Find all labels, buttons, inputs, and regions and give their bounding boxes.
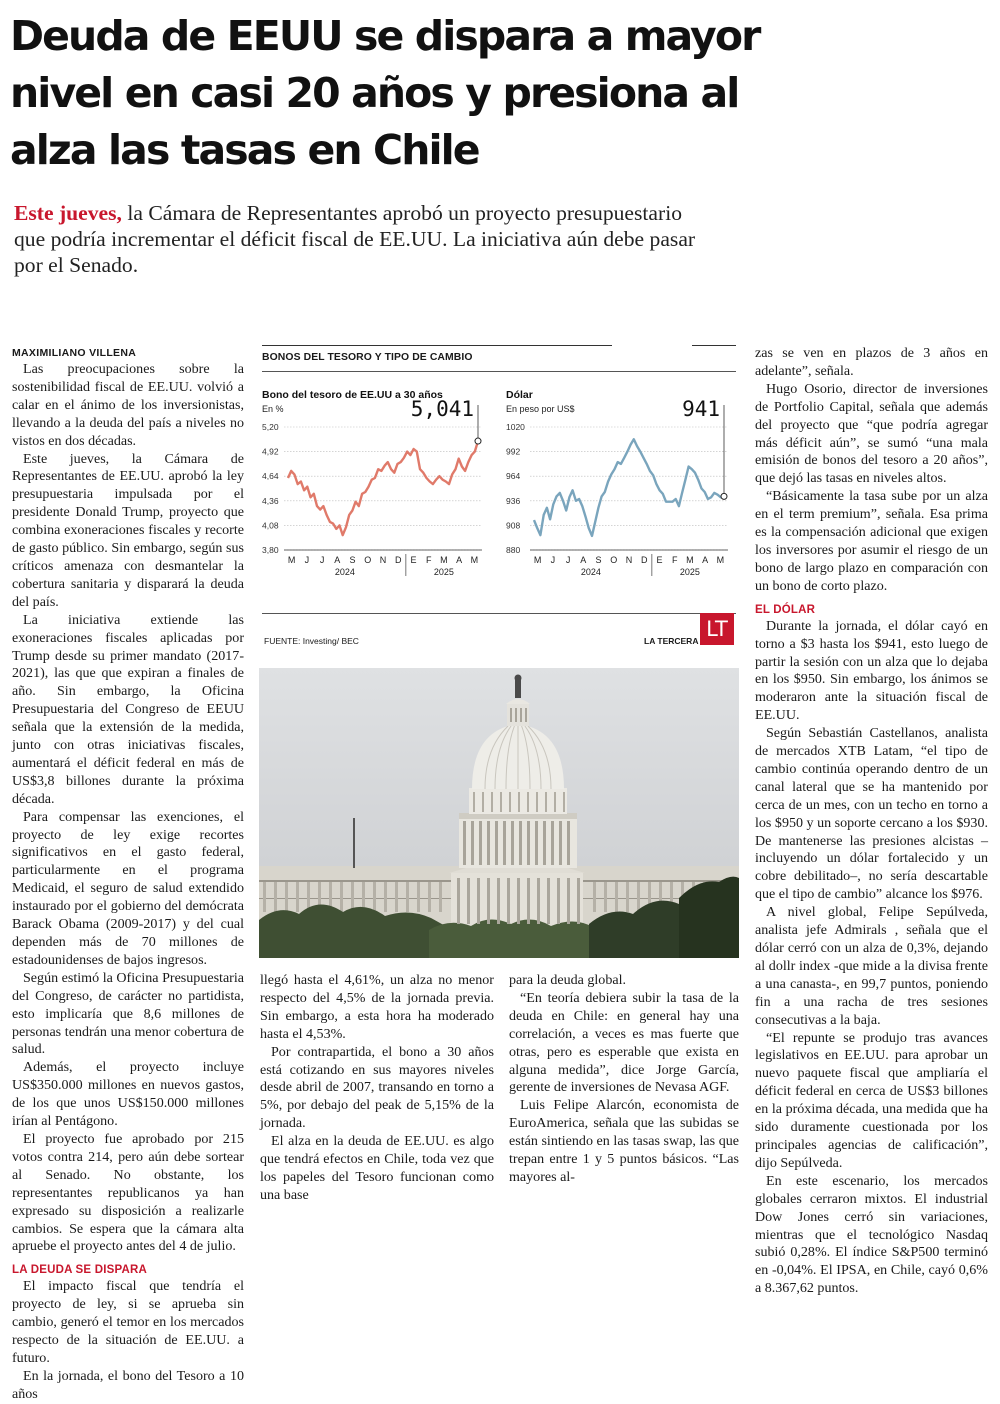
x-tick-label: A xyxy=(702,555,709,565)
x-tick-label: A xyxy=(580,555,587,565)
paragraph: Según estimó la Oficina Presupuestaria del Congreso, de carácter no partidista, esto implicaría que 8,6 millones de personas tendrán una menor cobertura de salud. xyxy=(12,969,244,1058)
x-tick-label: O xyxy=(364,555,372,565)
lead-kicker: Este jueves, xyxy=(14,201,122,225)
la-tercera-logo: LT xyxy=(700,613,734,645)
y-tick-label: 880 xyxy=(506,545,521,555)
chart-ylabel: En peso por US$ xyxy=(506,404,575,414)
article-column-2 xyxy=(260,972,494,1205)
chart-source: FUENTE: Investing/ BEC xyxy=(264,636,359,646)
paragraph: El alza en la deuda de EE.UU. es algo que tendrá efectos en Chile, toda vez que los papeles del Tesoro funcionan como una base xyxy=(260,1133,494,1203)
x-tick-label: F xyxy=(425,555,432,565)
year-label: 2025 xyxy=(679,567,700,577)
article-column-3 xyxy=(509,972,739,1187)
bond-dollar-chart xyxy=(262,345,736,650)
paragraph: El impacto fiscal que tendría el proyecto de ley, si se aprueba sin cambio, generó el temor en los mercados respecto de la situación de EE.UU. a futuro. xyxy=(12,1278,244,1366)
x-tick-label: D xyxy=(394,555,402,565)
column-1b-body xyxy=(12,1278,244,1403)
x-tick-label: J xyxy=(550,555,556,565)
x-tick-label: O xyxy=(610,555,618,565)
paragraph: llegó hasta el 4,61%, un alza no menor respecto del 4,5% de la jornada previa. Sin embargo, a esta hora ha moderado hasta el 4,53%. xyxy=(260,972,494,1042)
last-value-label: 941 xyxy=(682,397,720,421)
last-value-point xyxy=(721,493,727,499)
y-tick-label: 4,92 xyxy=(262,446,279,457)
last-value-point xyxy=(475,438,481,444)
paragraph: “En teoría debiera subir la tasa de la deuda en Chile: en general hay una correlación, a veces es mas fuerte que otras, pero es esperable que exista en alguna medida”, dice Jorge García, gerente de inversiones de Nevasa AGF. xyxy=(509,989,739,1096)
year-label: 2024 xyxy=(334,567,355,577)
chart-brand: LA TERCERA xyxy=(644,636,699,646)
chart-ylabel: En % xyxy=(262,404,284,414)
y-tick-label: 3,80 xyxy=(262,545,279,555)
x-tick-label: A xyxy=(456,555,463,565)
paragraph: Hugo Osorio, director de inversiones de Portfolio Capital, señala que además del proyecto que “que podría agregar más déficit aún”, se sumó “una mala emisión de bonos del tesoro a 20 años”, que dejó las tasas en niveles altos. xyxy=(755,380,988,487)
x-tick-label: M xyxy=(440,555,448,565)
chart-svg xyxy=(262,375,736,645)
x-tick-label: N xyxy=(625,555,633,565)
x-tick-label: F xyxy=(671,555,678,565)
subhead-dolar: EL DÓLAR xyxy=(755,603,816,616)
paragraph: En la jornada, el bono del Tesoro a 10 años xyxy=(12,1367,244,1402)
x-tick-label: S xyxy=(349,555,356,565)
subhead-deuda: LA DEUDA SE DISPARA xyxy=(12,1264,147,1277)
x-tick-label: M xyxy=(686,555,694,565)
chart-header-rule xyxy=(262,371,736,372)
x-tick-label: M xyxy=(287,555,296,565)
paragraph: Por contrapartida, el bono a 30 años está cotizando en sus mayores niveles desde abril de 2007, transando en torno a 5%, por debajo del peak de 5,15% de la jornada. xyxy=(260,1043,494,1132)
paragraph: Luis Felipe Alarcón, economista de EuroAmerica, señala que las subidas se están sintiendo en las tasas swap, las que trepan entre 1 y 5 puntos básicos. “Las mayores al- xyxy=(509,1097,739,1185)
paragraph: “Básicamente la tasa sube por un alza en el term premium”, señala. Esa prima es la compensación adicional que exigen los inversores por asumir el riesgo de un bono de largo plazo en comparación con un bono de corto plazo. xyxy=(755,488,988,594)
paragraph: zas se ven en plazos de 3 años en adelante”, señala. xyxy=(755,345,988,379)
x-tick-label: S xyxy=(595,555,602,565)
byline: MAXIMILIANO VILLENA xyxy=(12,347,137,359)
y-tick-label: 4,36 xyxy=(262,495,279,506)
article-column-1 xyxy=(12,345,244,1404)
chart-title: Dólar xyxy=(506,389,533,401)
column-3-body xyxy=(509,972,739,1187)
x-tick-label: M xyxy=(470,555,479,565)
paragraph: La iniciativa extiende las exoneraciones fiscales aplicadas por Trump desde su primer mandato (2017-2021), las que que expiran a finales de año. Sin embargo, la Oficina Presupuestaria del Congreso de EEUU señala que la extensión de la medida, junto con otras iniciativas fiscales, aumentará el déficit federal en más de US$3,8 billones durante la próxima década. xyxy=(12,611,244,807)
chart-title: Bono del tesoro de EE.UU a 30 años xyxy=(262,389,443,401)
paragraph: “El repunte se produjo tras avances legislativos en EE.UU. para aprobar un nuevo paquete fiscal que ampliaría el déficit federal en cerca de US$3 billones en la próxima década, una medida que ha sido duramente cuestionada por los principales agencias de calificación”, dijo Sepúlveda. xyxy=(755,1029,988,1171)
lead-text: la Cámara de Representantes aprobó un proyecto presupuestario que podría incrementar el déficit fiscal de EE.UU. La iniciativa aún debe pasar por el Senado. xyxy=(14,201,696,277)
capitol-dome-photo xyxy=(259,668,739,958)
article-column-4 xyxy=(755,345,988,1298)
paragraph: Para compensar las exenciones, el proyecto de ley exige recortes significativos en el gasto federal, particularmente en el programa Medicaid, el seguro de salud extendido instaurado por el gobierno del demócrata Barack Obama (2009-2017) y del cual dependen más de 70 millones de estadounidenses de bajos ingresos. xyxy=(12,808,244,968)
x-tick-label: A xyxy=(334,555,341,565)
y-tick-label: 908 xyxy=(506,520,521,531)
headline: Deuda de EEUU se dispara a mayor nivel en casi 20 años y presiona al alza las tasas en Chile xyxy=(10,12,760,174)
column-2-body xyxy=(260,972,494,1205)
y-tick-label: 5,20 xyxy=(262,422,279,432)
x-tick-label: J xyxy=(319,555,325,565)
paragraph: Este jueves, la Cámara de Representantes de EE.UU. aprobó la ley presupuestaria impulsada por el presidente Donald Trump, proyecto que combina exoneraciones fiscales y recorte de gasto público. Sin embargo, según sus críticos amenaza con desmantelar la cobertura sanitaria y disparará la deuda del país. xyxy=(12,450,244,610)
paragraph: A nivel global, Felipe Sepúlveda, analista jefe Admirals , señala que el dólar cerró con un alza de 0,3%, dejando al dollr index -que mide a la divisa frente a una canasta-, en 99,7 puntos, poniendo fin a una racha de tres sesiones consecutivas a la baja. xyxy=(755,904,988,1028)
paragraph: El proyecto fue aprobado por 215 votos contra 214, pero aún debe sortear al Senado. No obstante, los representantes republicanos ya han expresado su disposición a realizarle cambios. Se espera que la cámara alta apruebe el proyecto antes del 4 de julio. xyxy=(12,1130,244,1255)
y-tick-label: 936 xyxy=(506,495,521,506)
x-tick-label: E xyxy=(410,555,417,565)
column-1-body xyxy=(12,361,244,1256)
year-label: 2025 xyxy=(433,567,454,577)
chart-top-rule xyxy=(262,345,612,346)
chart-top-rule-right xyxy=(692,345,736,346)
x-tick-label: N xyxy=(379,555,387,565)
y-tick-label: 4,08 xyxy=(262,520,279,531)
x-tick-label: J xyxy=(565,555,571,565)
paragraph: En este escenario, los mercados globales cerraron mixtos. El industrial Dow Jones cerró sin variaciones, mientras que el tecnológico Nasdaq subió 0,28%. El índice S&P500 terminó en -0,04%. El IPSA, en Chile, cayó 0,6% a 8.367,62 puntos. xyxy=(755,1172,988,1297)
x-tick-label: M xyxy=(533,555,542,565)
y-tick-label: 4,64 xyxy=(262,471,279,482)
column-4b-body xyxy=(755,618,988,1298)
paragraph: para la deuda global. xyxy=(509,972,627,988)
paragraph: Durante la jornada, el dólar cayó en torno a $3 hasta los $941, esto luego de partir la sesión con un alza que lo dejaba en los $950. Sin embargo, los ánimos se moderaron ante la situación fiscal de EE.UU. xyxy=(755,617,988,724)
paragraph: Además, el proyecto incluye US$350.000 millones en nuevos gastos, de los que unos US$150.000 millones irían al Pentágono. xyxy=(12,1059,244,1130)
y-tick-label: 1020 xyxy=(506,422,525,432)
series-line xyxy=(288,441,478,535)
y-tick-label: 964 xyxy=(506,471,521,482)
x-tick-label: E xyxy=(656,555,663,565)
x-tick-label: M xyxy=(716,555,725,565)
paragraph: Según Sebastián Castellanos, analista de mercados XTB Latam, “el tipo de cambio continúa operando dentro de un canal lateral que se ha mantenido por cerca de un mes, con un techo en torno a los $950 y un soporte cercano a los $930. De mantenerse las presiones alcistas –incluyendo un dólar fortalecido y un cobre debilitado–, no sería descartable que el tipo de cambio” alcance los $976. xyxy=(755,725,988,903)
series-line xyxy=(534,439,724,536)
lead-paragraph xyxy=(14,200,714,278)
chart-header: BONOS DEL TESORO Y TIPO DE CAMBIO xyxy=(262,352,473,363)
x-tick-label: D xyxy=(640,555,648,565)
x-tick-label: J xyxy=(304,555,310,565)
column-4-body xyxy=(755,345,988,596)
last-value-label: 5,041 xyxy=(410,397,474,421)
y-tick-label: 992 xyxy=(506,446,521,457)
year-label: 2024 xyxy=(580,567,601,577)
paragraph: Las preocupaciones sobre la sostenibilidad fiscal de EE.UU. volvió a calar en el ánimo de los inversionistas, llevando a la deuda del país a niveles no vistos en dos décadas. xyxy=(12,361,244,449)
chart-footer-rule xyxy=(262,613,736,614)
